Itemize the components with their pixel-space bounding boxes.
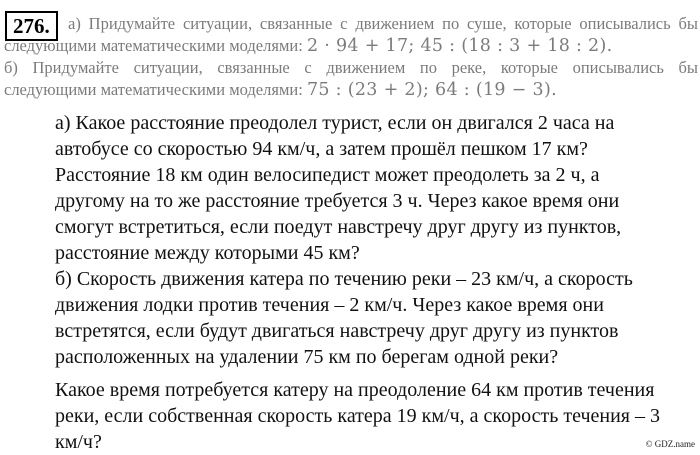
statement-text: б) Придумайте ситуации, связанные с движением по реке, которые описывались бы — [4, 58, 698, 77]
problem-number: 276. — [13, 14, 50, 38]
math-expression: 2 · 94 + 17; 45 : (18 : 3 + 18 : 2). — [306, 36, 613, 56]
solution-line: расстояние между которыми 45 км? — [55, 242, 360, 264]
statement-line — [4, 13, 698, 35]
solution-line: расположенных на удалении 75 км по берегам одной реки? — [55, 346, 559, 368]
statement-text: а) Придумайте ситуации, связанные с движением по суше, которые описывались бы — [68, 14, 698, 33]
solution-part-b — [55, 266, 700, 370]
problem-statement — [4, 13, 698, 101]
site-watermark: © GDZ.name — [645, 439, 695, 449]
solution-line: автобусе со скоростью 94 км/ч, а затем прошёл пешком 17 км? — [55, 138, 588, 160]
statement-line — [4, 57, 698, 79]
solution-text — [55, 110, 700, 455]
solution-final-question — [55, 377, 700, 455]
solution-line: а) Какое расстояние преодолел турист, если он двигался 2 часа на — [55, 112, 615, 134]
solution-line: встретятся, если будут двигаться навстречу друг другу из пунктов — [55, 320, 619, 342]
solution-line: Какое время потребуется катеру на преодоление 64 км против течения — [55, 379, 655, 401]
solution-line: движения лодки против течения – 2 км/ч. Через какое время они — [55, 294, 604, 316]
solution-line: смогут встретиться, если поедут навстречу друг другу из пунктов, — [55, 216, 622, 238]
solution-line: реки, если собственная скорость катера 19 км/ч, а скорость течения – 3 — [55, 405, 661, 427]
statement-text: следующими математическими моделями: — [4, 36, 307, 55]
statement-line — [4, 35, 698, 57]
math-expression: 75 : (23 + 2); 64 : (19 − 3). — [306, 80, 557, 100]
solution-line: Расстояние 18 км один велосипедист может преодолеть за 2 ч, а — [55, 164, 600, 186]
solution-line: б) Скорость движения катера по течению реки – 23 км/ч, а скорость — [55, 268, 633, 290]
solution-part-a — [55, 110, 700, 266]
statement-text: следующими математическими моделями: — [4, 80, 307, 99]
solution-line: км/ч? — [55, 431, 102, 453]
statement-line — [4, 79, 698, 101]
solution-line: другому на то же расстояние требуется 3 ч. Через какое время они — [55, 190, 620, 212]
